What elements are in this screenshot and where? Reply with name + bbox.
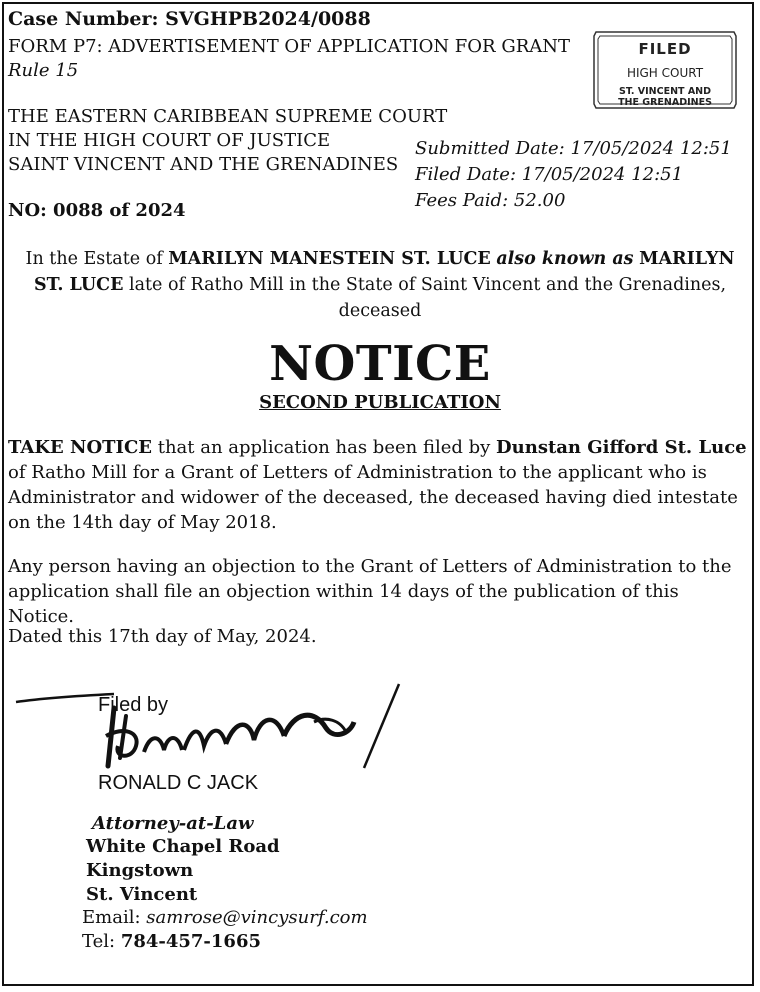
estate-suffix: late of Ratho Mill in the State of Saint Vincent and the Grenadines, deceased xyxy=(123,275,727,321)
email-address[interactable]: samrose@vincysurf.com xyxy=(146,907,368,928)
stamp-court: HIGH COURT xyxy=(626,66,704,80)
fees-paid: Fees Paid: 52.00 xyxy=(415,190,566,211)
deceased-name: MARILYN MANESTEIN ST. LUCE xyxy=(168,249,491,269)
rule-reference: Rule 15 xyxy=(8,60,79,81)
notice-title: NOTICE xyxy=(269,336,491,392)
publication-label: SECOND PUBLICATION xyxy=(259,392,501,413)
tel-line xyxy=(82,931,261,952)
applicant-name: Dunstan Gifford St. Luce xyxy=(496,437,747,458)
court-line-3: SAINT VINCENT AND THE GRENADINES xyxy=(8,154,399,175)
take-notice-lead: TAKE NOTICE xyxy=(8,437,152,458)
court-line-2: IN THE HIGH COURT OF JUSTICE xyxy=(8,130,331,151)
signature-block xyxy=(14,676,414,806)
address-line-3: St. Vincent xyxy=(86,884,198,905)
case-number: Case Number: SVGHPB2024/0088 xyxy=(8,8,371,30)
stamp-region-2: THE GRENADINES xyxy=(618,97,712,108)
filed-date: Filed Date: 17/05/2024 12:51 xyxy=(415,164,684,185)
dated-line: Dated this 17th day of May, 2024. xyxy=(8,626,317,647)
submitted-date: Submitted Date: 17/05/2024 12:51 xyxy=(415,138,732,159)
tel-label: Tel: xyxy=(82,931,121,952)
address-line-2: Kingstown xyxy=(86,860,194,881)
address-line-1: White Chapel Road xyxy=(86,836,280,857)
deceased-alias: MARILYN ST. LUCE xyxy=(33,249,735,295)
filed-by-label: Filed by xyxy=(98,694,169,716)
signatory-name: RONALD C JACK xyxy=(98,772,259,794)
form-title: FORM P7: ADVERTISEMENT OF APPLICATION FOR GRANT xyxy=(8,36,571,57)
tel-number: 784-457-1665 xyxy=(120,931,261,952)
estate-description xyxy=(20,246,740,324)
filed-stamp xyxy=(590,28,740,112)
email-label: Email: xyxy=(82,907,147,928)
email-line xyxy=(82,907,368,928)
p1-text-1: that an application has been filed by xyxy=(152,437,497,458)
stamp-region-1: ST. VINCENT AND xyxy=(618,86,712,97)
case-number-short: NO: 0088 of 2024 xyxy=(8,200,186,221)
estate-prefix: In the Estate of xyxy=(25,249,169,269)
court-line-1: THE EASTERN CARIBBEAN SUPREME COURT xyxy=(8,106,448,127)
aka-label: also known as xyxy=(496,249,634,269)
stamp-title: FILED xyxy=(638,40,692,58)
notice-paragraph-1 xyxy=(8,435,748,535)
p1-text-2: of Ratho Mill for a Grant of Letters of Administration to the applicant who is Administrator and widower of the deceased, the deceased having died intestate on the 14th day of May 2018. xyxy=(8,462,738,533)
notice-paragraph-2: Any person having an objection to the Grant of Letters of Administration to the application shall file an objection within 14 days of the publication of this Notice. xyxy=(8,556,732,627)
attorney-title: Attorney-at-Law xyxy=(92,813,254,834)
